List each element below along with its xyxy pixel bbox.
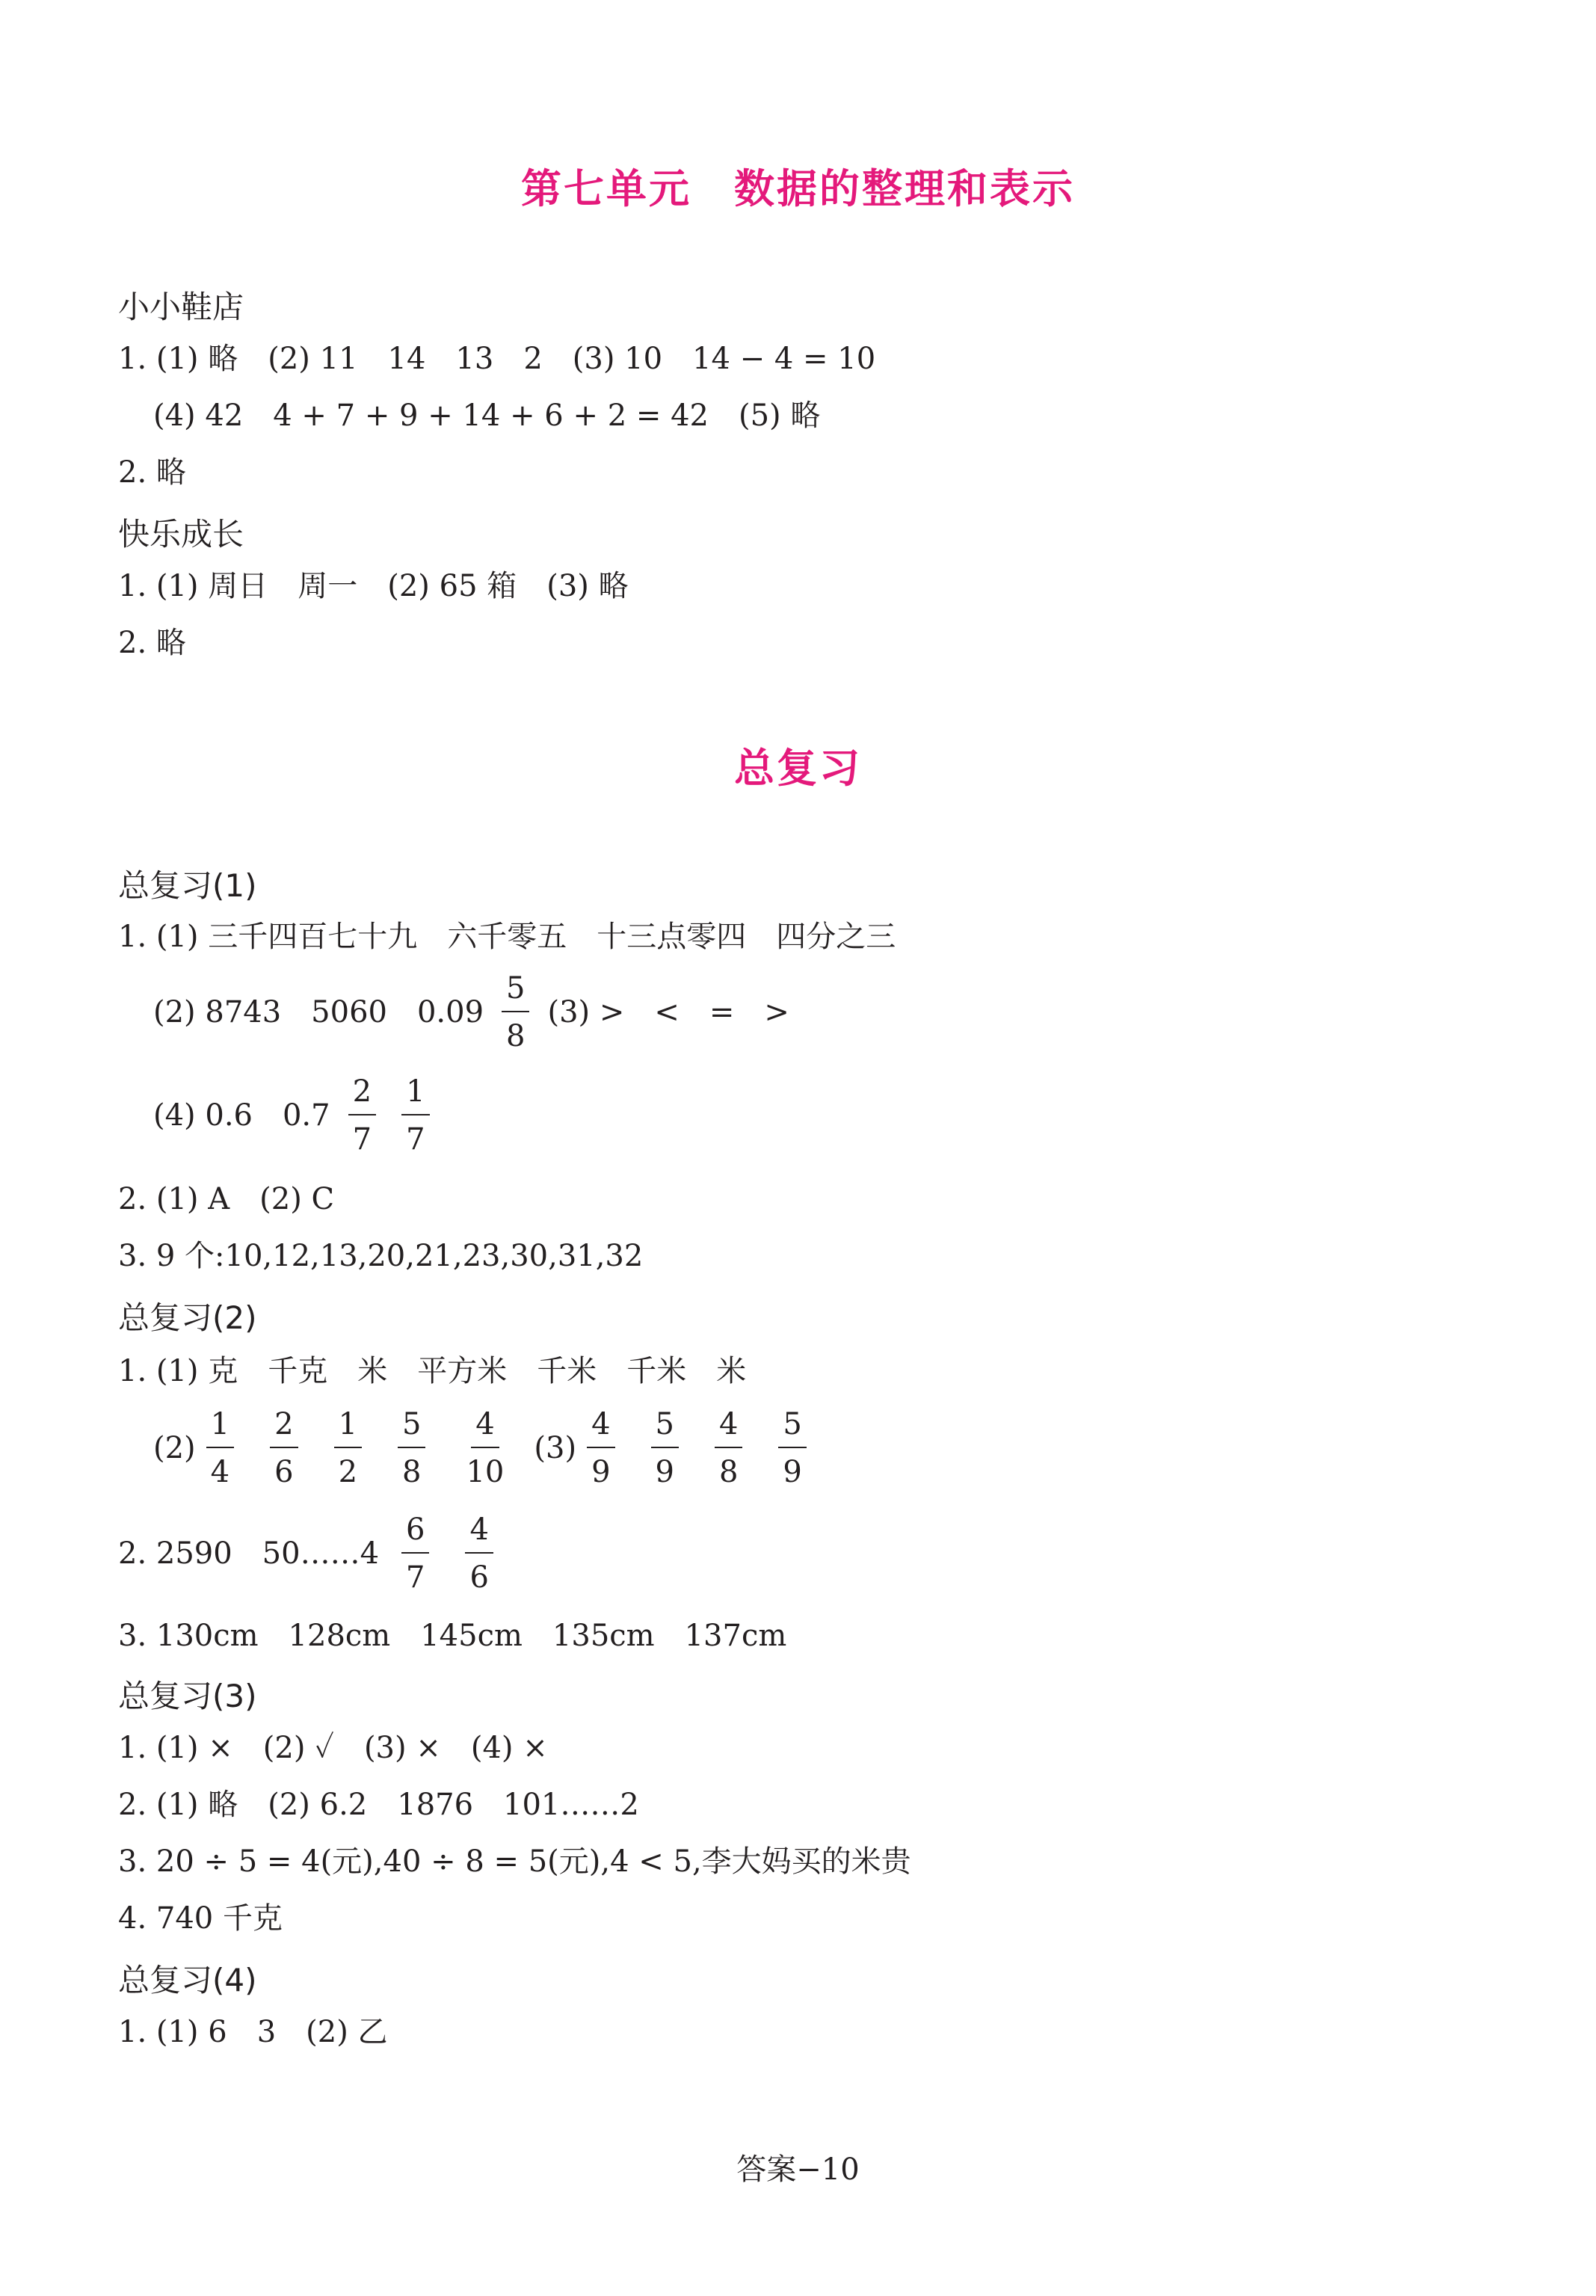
section-heading-review-4: 总复习(4) <box>118 1962 257 1998</box>
answer-line: 2. 略 <box>118 455 186 490</box>
fraction <box>270 1409 298 1487</box>
answer-line-with-fractions <box>153 1409 825 1487</box>
answer-text: 2. 2590 50……4 <box>118 1536 380 1571</box>
answer-line: 1. (1) 略 (2) 11 14 13 2 (3) 10 14 − 4 = 10 <box>118 342 876 376</box>
numerator: 4 <box>471 1409 499 1448</box>
numerator: 5 <box>651 1409 679 1448</box>
denominator: 8 <box>718 1455 739 1489</box>
fraction <box>465 1512 493 1595</box>
numerator: 5 <box>502 973 529 1012</box>
numerator: 1 <box>334 1409 362 1448</box>
numerator: 4 <box>465 1515 493 1554</box>
denominator: 8 <box>402 1455 422 1489</box>
denominator: 9 <box>783 1455 802 1489</box>
numerator: 1 <box>206 1409 234 1448</box>
answer-line: 2. (1) 略 (2) 6.2 1876 101……2 <box>118 1788 639 1822</box>
answer-line: 1. (1) × (2) ✓ (3) × (4) × <box>118 1731 548 1765</box>
denominator: 2 <box>338 1455 358 1489</box>
answer-text: (3) > < = > <box>547 995 789 1029</box>
numerator: 1 <box>401 1077 429 1115</box>
denominator: 8 <box>506 1019 526 1053</box>
denominator: 4 <box>210 1455 230 1489</box>
fraction <box>401 1512 429 1595</box>
answer-line: (4) 42 4 + 7 + 9 + 14 + 6 + 2 = 42 (5) 略 <box>153 398 821 433</box>
fraction <box>398 1409 425 1487</box>
section-heading-shoe-store: 小小鞋店 <box>118 289 244 325</box>
fraction <box>778 1409 806 1487</box>
numerator: 2 <box>348 1077 376 1115</box>
answer-text: (3) <box>534 1431 577 1465</box>
page-footer: 答案−10 <box>736 2152 860 2187</box>
fraction <box>348 1074 376 1157</box>
answer-line: 2. 略 <box>118 626 186 660</box>
denominator: 6 <box>274 1455 294 1489</box>
answer-line-with-fraction <box>153 973 789 1051</box>
answer-line: 4. 740 千克 <box>118 1901 283 1936</box>
denominator: 7 <box>406 1122 425 1157</box>
numerator: 4 <box>715 1409 742 1448</box>
answer-line: 3. 20 ÷ 5 = 4(元),40 ÷ 8 = 5(元),4 < 5,李大妈买的米贵 <box>118 1844 911 1879</box>
section-heading-happy-growth: 快乐成长 <box>118 516 244 553</box>
denominator: 9 <box>655 1455 674 1489</box>
denominator: 7 <box>352 1122 372 1157</box>
fraction <box>502 973 529 1051</box>
review-title: 总复习 <box>734 745 862 792</box>
numerator: 5 <box>778 1409 806 1448</box>
fraction <box>401 1074 429 1157</box>
answer-line: 1. (1) 三千四百七十九 六千零五 十三点零四 四分之三 <box>118 920 896 954</box>
answer-line: 3. 9 个:10,12,13,20,21,23,30,31,32 <box>118 1239 644 1273</box>
fraction <box>206 1409 234 1487</box>
section-heading-review-3: 总复习(3) <box>118 1678 257 1714</box>
answer-line: 1. (1) 克 千克 米 平方米 千米 千米 米 <box>118 1354 747 1388</box>
denominator: 9 <box>591 1455 611 1489</box>
denominator: 6 <box>469 1560 489 1595</box>
denominator: 10 <box>466 1455 505 1489</box>
fraction <box>715 1409 742 1487</box>
fraction <box>334 1409 362 1487</box>
fraction <box>651 1409 679 1487</box>
answer-line: 1. (1) 6 3 (2) 乙 <box>118 2015 388 2049</box>
unit7-title: 第七单元 数据的整理和表示 <box>521 165 1075 212</box>
numerator: 6 <box>401 1515 429 1554</box>
numerator: 5 <box>398 1409 425 1448</box>
denominator: 7 <box>406 1560 425 1595</box>
section-heading-review-1: 总复习(1) <box>118 867 257 904</box>
answer-line: 2. (1) A (2) C <box>118 1182 335 1216</box>
fraction <box>587 1409 614 1487</box>
fraction <box>461 1409 508 1487</box>
numerator: 4 <box>587 1409 614 1448</box>
answer-line: 3. 130cm 128cm 145cm 135cm 137cm <box>118 1619 787 1653</box>
answer-line-with-fraction <box>153 1074 448 1157</box>
answer-line-with-fractions <box>118 1512 511 1595</box>
numerator: 2 <box>270 1409 298 1448</box>
answer-text: (2) <box>153 1431 196 1465</box>
section-heading-review-2: 总复习(2) <box>118 1299 257 1336</box>
answer-line: 1. (1) 周日 周一 (2) 65 箱 (3) 略 <box>118 569 629 603</box>
answer-text: (4) 0.6 0.7 <box>153 1098 330 1133</box>
answer-text: (2) 8743 5060 0.09 <box>153 995 484 1029</box>
